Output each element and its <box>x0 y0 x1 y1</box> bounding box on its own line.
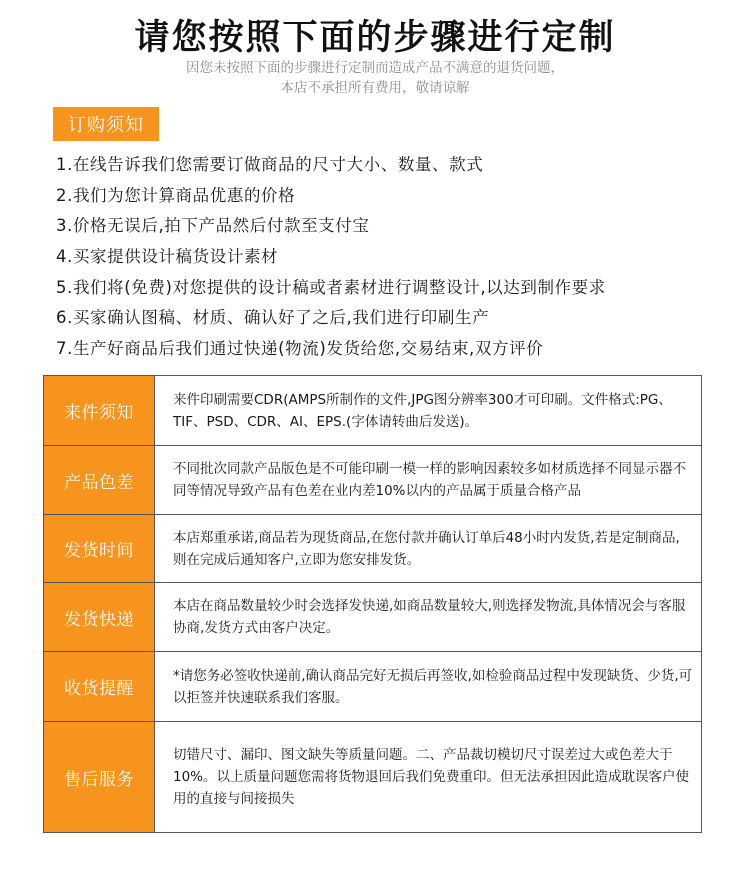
table-row <box>44 652 701 722</box>
order-step: 1.在线告诉我们您需要订做商品的尺寸大小、数量、款式 <box>56 155 484 174</box>
order-step: 6.买家确认图稿、材质、确认好了之后,我们进行印刷生产 <box>56 308 490 328</box>
disclaimer-line-2: 本店不承担所有费用，敬请谅解 <box>280 80 470 96</box>
order-step: 5.我们将(免费)对您提供的设计稿或者素材进行调整设计,以达到制作要求 <box>56 277 606 297</box>
table-row <box>44 722 701 832</box>
row-text: 本店郑重承诺,商品若为现货商品,在您付款并确认订单后48小时内发货,若是定制商品,则在完成后通知客户,立即为您安排发货。 <box>173 529 680 568</box>
order-step: 3.价格无误后,拍下产品然后付款至支付宝 <box>56 216 370 236</box>
row-text: 本店在商品数量较少时会选择发快递,如商品数量较大,则选择发物流,具体情况会与客服协商,发货方式由客户决定。 <box>173 598 686 636</box>
page-title: 请您按照下面的步骤进行定制 <box>134 18 616 58</box>
order-step: 7.生产好商品后我们通过快递(物流)发货给您,交易结束,双方评价 <box>56 339 544 359</box>
row-text: 不同批次同款产品版色是不可能印刷一模一样的影响因素较多如材质选择不同显示器不同等情况导致产品有色差在业内差10%以内的产品属于质量合格产品 <box>173 461 686 499</box>
row-text: 切错尺寸、漏印、图文缺失等质量问题。二、产品裁切模切尺寸误差过大或色差大于10%。以上质量问题您需将货物退回后我们免费重印。但无法承担因此造成耽误客户使用的直接与间接损失 <box>173 747 690 807</box>
row-text: *请您务必签收快递前,确认商品完好无损后再签收,如检验商品过程中发现缺货、少货,可以拒签并快速联系我们客服。 <box>173 667 693 706</box>
order-steps-list <box>56 150 736 365</box>
row-text: 来件印刷需要CDR(AMPS所制作的文件,JPG图分辨率300才可印刷。文件格式:PG、TIF、PSD、CDR、AI、EPS.(字体请转曲后发送)。 <box>173 391 672 430</box>
table-row <box>44 515 701 583</box>
row-label: 收货提醒 <box>44 652 155 721</box>
policy-table <box>43 375 702 833</box>
row-label: 售后服务 <box>44 722 155 832</box>
table-row <box>44 583 701 652</box>
row-label: 产品色差 <box>44 446 155 514</box>
table-row <box>44 446 701 515</box>
disclaimer-line-1: 因您未按照下面的步骤进行定制而造成产品不满意的退货问题， <box>186 60 564 76</box>
row-label: 发货快递 <box>44 583 155 651</box>
row-label: 发货时间 <box>44 515 155 582</box>
row-label: 来件须知 <box>44 376 155 445</box>
disclaimer <box>0 58 750 98</box>
order-notice-label: 订购须知 <box>53 107 159 141</box>
table-row <box>44 376 701 446</box>
order-step: 4.买家提供设计稿货设计素材 <box>56 247 279 267</box>
order-step: 2.我们为您计算商品优惠的价格 <box>56 185 296 205</box>
